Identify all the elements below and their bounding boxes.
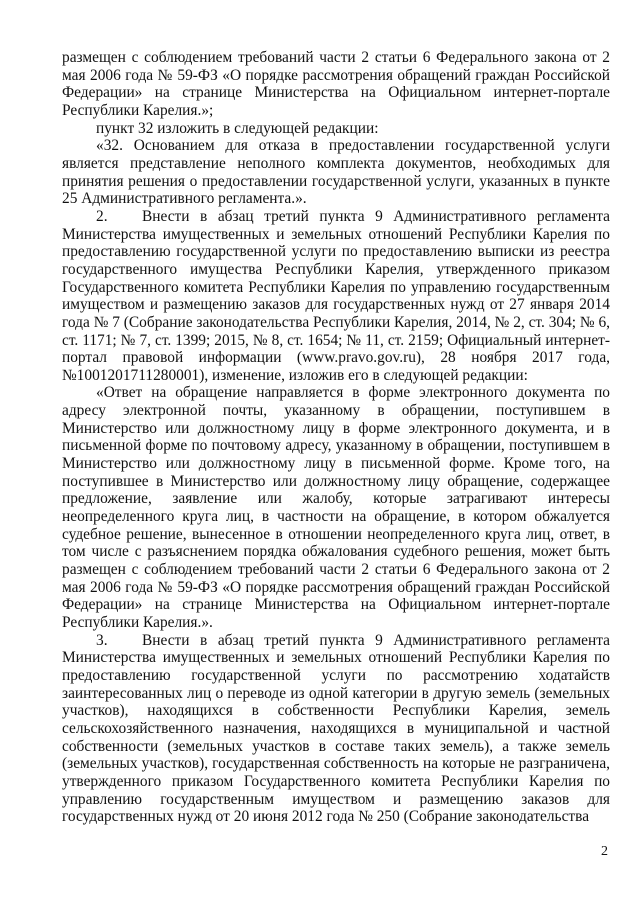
item-text: Внести в абзац третий пункта 9 Административного регламента Министерства имущественных и земельных отношений Республики Карелия по предоставлению государственной услуги по рассмотрению ходатайств заинтересованных лиц о переводе из одной категории в другую земель (земельных участков), находящихся в собственности Республики Карелия, земель сельскохозяйственного назначения, находящихся в муниципальной и частной собственности (земельных участков в составе таких земель), а также земель (земельных участков), государственная собственность на которые не разграничена, утвержденного приказом Государственного комитета Республики Карелия по управлению государственным имуществом и размещению заказов для государственных нужд от 20 июня 2012 года № 250 (Собрание законодательства <box>62 631 610 826</box>
paragraph-continuation: размещен с соблюдением требований части 2 статьи 6 Федерального закона от 2 мая 2006 года № 59-ФЗ «О порядке рассмотрения обращений граждан Российской Федерации» на странице Министерства на Официальном интернет-портале Республики Карелия.»; <box>62 49 610 119</box>
numbered-item-3 <box>62 632 610 826</box>
item-number: 2. <box>96 207 108 225</box>
item-text: Внести в абзац третий пункта 9 Административного регламента Министерства имущественных и земельных отношений Республики Карелия по предоставлению государственной услуги по предоставлению выписки из реестра государственного имущества Республики Карелия, утвержденного приказом Государственного комитета Республики Карелия по управлению государственным имуществом и размещению заказов для государственных нужд от 27 января 2014 года № 7 (Собрание законодательства Республики Карелия, 2014, № 2, ст. 304; № 6, ст. 1171; № 7, ст. 1399; 2015, № 8, ст. 1654; № 11, ст. 2159; Официальный интернет-портал правовой информации (www.pravo.gov.ru), 28 ноября 2017 года, №1001201711280001), изменение, изложив его в следующей редакции: <box>62 207 610 384</box>
numbered-item-2 <box>62 208 610 385</box>
page-number: 2 <box>601 844 608 859</box>
paragraph-quoted-answer: «Ответ на обращение направляется в форме электронного документа по адресу электронной почты, указанному в обращении, поступившем в Министерство или должностному лицу в форме электронного документа, и в письменной форме по почтовому адресу, указанному в обращении, поступившем в Министерство или должностному лицу в письменной форме. Кроме того, на поступившее в Министерство или должностному лицу обращение, содержащее предложение, заявление или жалобу, которые затрагивают интересы неопределенного круга лиц, в частности на обращение, в котором обжалуется судебное решение, вынесенное в отношении неопределенного круга лиц, ответ, в том числе с разъяснением порядка обжалования судебного решения, может быть размещен с соблюдением требований части 2 статьи 6 Федерального закона от 2 мая 2006 года № 59-ФЗ «О порядке рассмотрения обращений граждан Российской Федерации» на странице Министерства на Официальном интернет-портале Республики Карелия.». <box>62 384 610 631</box>
item-number: 3. <box>96 631 108 649</box>
document-body <box>62 49 610 826</box>
paragraph-item-32-text: «32. Основанием для отказа в предоставлении государственной услуги является представление неполного комплекта документов, необходимых для принятия решения о предоставлении государственной услуги, указанных в пункте 25 Административного регламента.». <box>62 137 610 208</box>
paragraph-item-32-intro: пункт 32 изложить в следующей редакции: <box>96 119 379 137</box>
